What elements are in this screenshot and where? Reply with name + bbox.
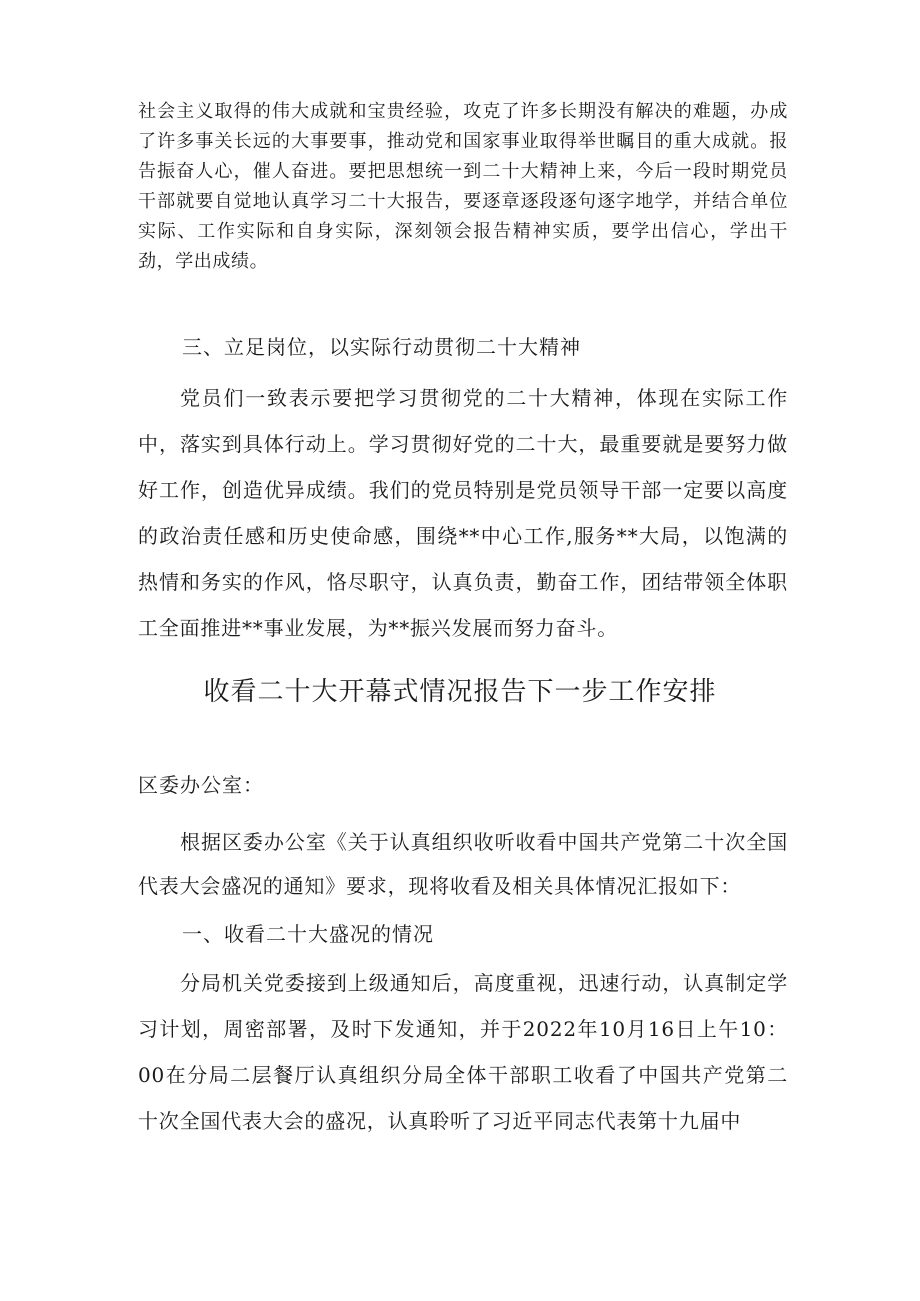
paragraph-text: 社会主义取得的伟大成就和宝贵经验，攻克了许多长期没有解决的难题，办成了许多事关长远的大事要事，推动党和国家事业取得举世瞩目的重大成就。报告振奋人心，催人奋进。要把思想统一到二十大精神上来，今后一段时期党员干部就要自觉地认真学习二十大报告，要逐章逐段逐句逐字地学，并结合单位实际、工作实际和自身实际，深刻领会报告精神实质，要学出信心，学出干劲，学出成绩。 — [138, 101, 788, 272]
salutation: 区委办公室： — [138, 773, 264, 797]
section-heading: 一、收看二十大盛况的情况 — [182, 922, 434, 946]
paragraph-text: 根据区委办公室《关于认真组织收听收看中国共产党第二十次全国代表大会盛况的通知》要求，现将收看及相关具体情况汇报如下： — [138, 830, 788, 898]
section-heading: 三、立足岗位，以实际行动贯彻二十大精神 — [182, 335, 581, 359]
document-title: 收看二十大开幕式情况报告下一步工作安排 — [203, 677, 717, 707]
paragraph-text: 分局机关党委接到上级通知后，高度重视，迅速行动，认真制定学习计划，周密部署，及时下发通知，并于2022年10月16日上午10：00在分局二层餐厅认真组织分局全体干部职工收看了中国共产党第二十次全国代表大会的盛况，认真聆听了习近平同志代表第十九届中 — [138, 971, 788, 1133]
paragraph-text: 党员们一致表示要把学习贯彻党的二十大精神，体现在实际工作中，落实到具体行动上。学习贯彻好党的二十大，最重要就是要努力做好工作，创造优异成绩。我们的党员特别是党员领导干部一定要以高度的政治责任感和历史使命感，围绕**中心工作,服务**大局，以饱满的热情和务实的作风，恪尽职守，认真负责，勤奋工作，团结带领全体职工全面推进**事业发展，为**振兴发展而努力奋斗。 — [138, 386, 788, 640]
